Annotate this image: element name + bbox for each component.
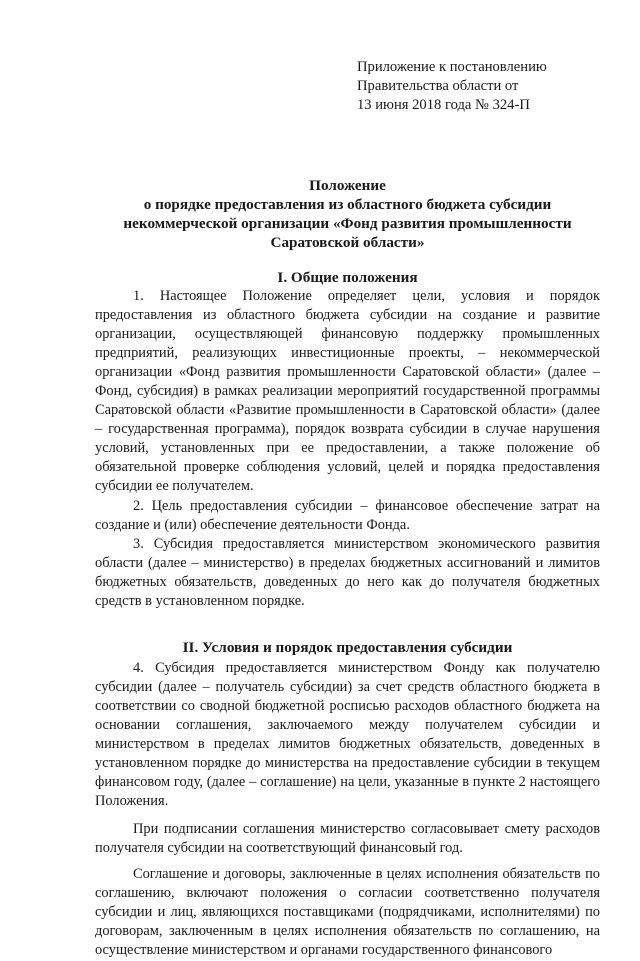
paragraph-5: При подписании соглашения министерство согласовывает смету расходов получателя субсидии на соответствующий финансовый год.	[95, 821, 600, 857]
paragraph-6: Соглашение и договоры, заключенные в целях исполнения обязательств по соглашению, включают положения о согласии соответственно получателя субсидии и лиц, являющихся поставщиками (подрядчиками, исполнителями) по договорам, заключенным в целях исполнения обязательств по соглашению, на осуществление министерством и органами государственного финансового	[95, 866, 600, 959]
title-line-2: о порядке предоставления из областного бюджета субсидии	[143, 196, 552, 213]
section-1-heading: I. Общие положения	[277, 269, 418, 286]
title-line-1: Положение	[309, 177, 386, 194]
document-title	[95, 176, 600, 252]
annex-line-3: 13 июня 2018 года № 324-П	[357, 97, 530, 113]
title-line-4: Саратовской области»	[270, 234, 425, 251]
paragraph-3: 3. Субсидия предоставляется министерством экономического развития области (далее – министерство) в пределах бюджетных ассигнований и лимитов бюджетных обязательств, доведенных до него как до получателя бюджетных средств в установленном порядке.	[95, 535, 600, 609]
annex-block	[357, 58, 600, 115]
section-2-heading: II. Условия и порядок предоставления субсидии	[182, 638, 513, 656]
title-line-3: некоммерческой организации «Фонд развития промышленности	[123, 215, 572, 232]
paragraph-1: 1. Настоящее Положение определяет цели, условия и порядок предоставления из областного бюджета субсидии на создание и развитие организации, осуществляющей финансовую поддержку промышленных предприятий, реализующих инвестиционные проекты, – некоммерческой организации «Фонд развития промышленности Саратовской области» (далее – Фонд, субсидия) в рамках реализации мероприятий государственной программы Саратовской области «Развитие промышленности в Саратовской области» (далее – государственная программа), порядок возврата субсидии в случае нарушения условий, установленных при ее предоставлении, а также положение об обязательной проверке соблюдения условий, целей и порядка предоставления субсидии ее получателем.	[95, 288, 600, 495]
paragraph-4: 4. Субсидия предоставляется министерством Фонду как получателю субсидии (далее – получатель субсидии) за счет средств областного бюджета в соответствии со сводной бюджетной росписью расходов областного бюджета на основании соглашения, заключаемого между получателем субсидии и министерством в пределах лимитов бюджетных обязательств, доведенных в установленном порядке до министерства на предоставление субсидии в текущем финансовом году, (далее – соглашение) на цели, указанные в пункте 2 настоящего Положения.	[95, 659, 600, 810]
annex-line-2: Правительства области от	[357, 78, 519, 94]
annex-line-1: Приложение к постановлению	[357, 59, 547, 75]
paragraph-2: 2. Цель предоставления субсидии – финансовое обеспечение затрат на создание и (или) обеспечение деятельности Фонда.	[95, 497, 600, 533]
